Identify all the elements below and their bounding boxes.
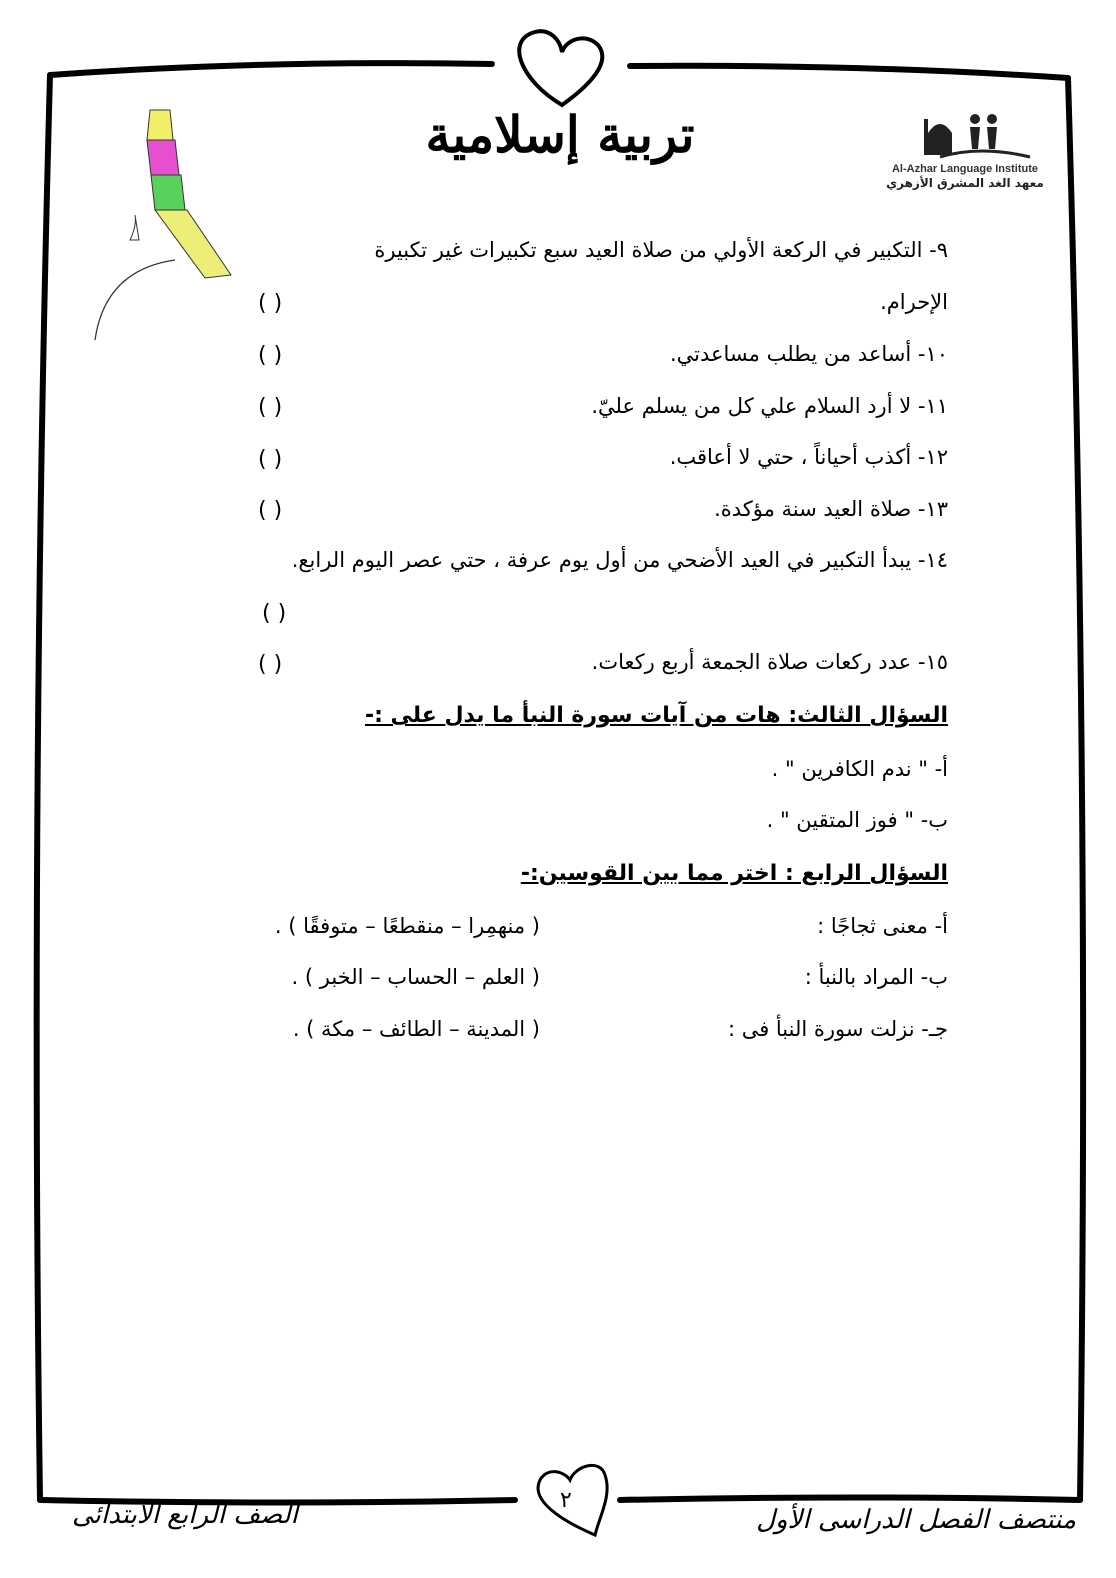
section-4-item-a-question: أ- معنى ثجاجًا : bbox=[817, 914, 948, 938]
question-13: ١٣- صلاة العيد سنة مؤكدة. bbox=[714, 497, 948, 521]
top-heart-icon bbox=[519, 31, 602, 105]
section-4-item-b-question: ب- المراد بالنبأ : bbox=[804, 965, 948, 989]
question-11: ١١- لا أرد السلام علي كل من يسلم عليّ. bbox=[591, 394, 948, 418]
question-15: ١٥- عدد ركعات صلاة الجمعة أربع ركعات. bbox=[591, 650, 948, 674]
minaret-crescent-decoration bbox=[55, 100, 255, 350]
question-9-line1: ٩- التكبير في الركعة الأولي من صلاة العيد سبع تكبيرات غير تكبيرة bbox=[374, 238, 948, 262]
question-9-line2: الإحرام. bbox=[880, 290, 948, 314]
answer-box-15[interactable]: ( ) bbox=[258, 652, 283, 677]
answer-box-12[interactable]: ( ) bbox=[258, 447, 283, 472]
logo-arabic-text: معهد الغد المشرق الأزهري bbox=[886, 176, 1044, 190]
section-3-heading: السؤال الثالث: هات من آيات سورة النبأ ما يدل على :- bbox=[364, 703, 948, 728]
section-4-item-c-options: ( المدينة – الطائف – مكة ) . bbox=[292, 1017, 540, 1041]
footer-grade: الصف الرابع الابتدائى bbox=[72, 1500, 298, 1530]
answer-box-14[interactable]: ( ) bbox=[262, 601, 287, 626]
answer-box-13[interactable]: ( ) bbox=[258, 498, 283, 523]
answer-box-10[interactable]: ( ) bbox=[258, 343, 283, 368]
answer-box-9[interactable]: ( ) bbox=[258, 291, 283, 316]
crescent-icon bbox=[80, 160, 123, 214]
question-14: ١٤- يبدأ التكبير في العيد الأضحي من أول يوم عرفة ، حتي عصر اليوم الرابع. bbox=[291, 548, 948, 572]
institute-logo bbox=[880, 105, 1050, 195]
section-4-item-a-options: ( منهمِرا – منقطعًا – متوفقًا ) . bbox=[274, 914, 540, 938]
section-4-heading: السؤال الرابع : اختر مما بين القوسين:- bbox=[520, 861, 948, 886]
section-4-item-c-question: جـ- نزلت سورة النبأ فى : bbox=[727, 1017, 948, 1041]
question-10: ١٠- أساعد من يطلب مساعدتي. bbox=[669, 342, 948, 366]
bottom-heart-icon bbox=[538, 1465, 607, 1535]
page-number: ٢ bbox=[560, 1488, 572, 1513]
section-3-item-a: أ- " ندم الكافرين " . bbox=[771, 757, 948, 781]
question-12: ١٢- أكذب أحياناً ، حتي لا أعاقب. bbox=[669, 445, 948, 469]
section-3-item-b: ب- " فوز المتقين " . bbox=[766, 808, 948, 832]
logo-english-text: Al-Azhar Language Institute bbox=[891, 163, 1039, 175]
logo-icon bbox=[920, 105, 1040, 161]
answer-box-11[interactable]: ( ) bbox=[258, 395, 283, 420]
footer-term: منتصف الفصل الدراسى الأول bbox=[756, 1505, 1076, 1535]
section-4-item-b-options: ( العلم – الحساب – الخبر ) . bbox=[291, 965, 540, 989]
page-title: تربية إسلامية bbox=[425, 105, 695, 164]
